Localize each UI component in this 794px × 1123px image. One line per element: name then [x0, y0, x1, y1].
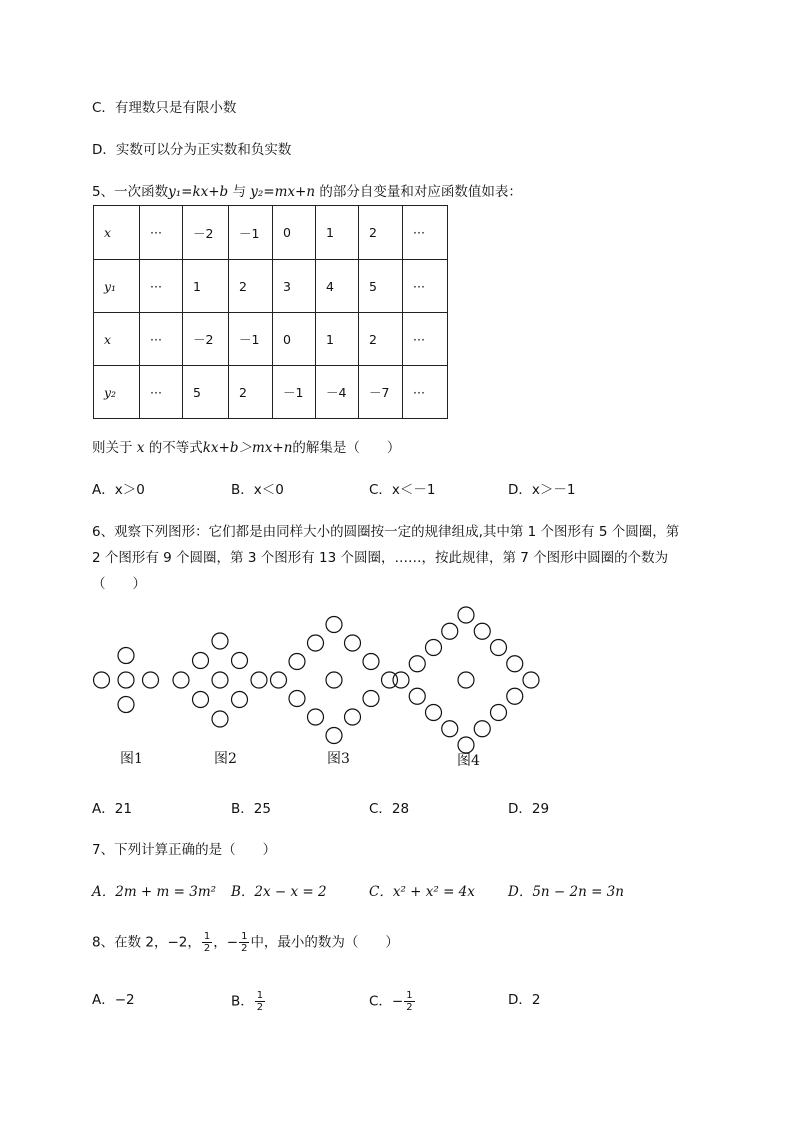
fraction-numerator: 1	[256, 990, 264, 1001]
table-cell: ···	[140, 366, 183, 419]
q4-option-c: C．有理数只是有限小数	[92, 100, 237, 116]
fraction-one-half	[202, 931, 212, 954]
fraction-denominator: 2	[256, 1002, 264, 1013]
table-cell: ···	[140, 260, 183, 313]
table-cell: 1	[183, 260, 229, 313]
table-cell: 0	[273, 206, 316, 260]
q8-stem	[92, 931, 399, 954]
q7-choice-a: A．2m + m = 3m²	[92, 884, 217, 900]
q7-choice-d: D．5n − 2n = 3n	[508, 884, 624, 900]
q7-choice-c: C．x² + x² = 4x	[369, 884, 475, 900]
pattern-circle	[442, 721, 458, 737]
table-cell: ···	[403, 206, 448, 260]
table-cell: －1	[273, 366, 316, 419]
pattern-circle	[491, 640, 507, 656]
table-cell: 1	[316, 206, 359, 260]
q6-choice-a: A．21	[92, 801, 132, 817]
table-cell: 2	[359, 206, 403, 260]
q6-choice-d: D．29	[508, 801, 550, 817]
fraction-numerator: 1	[241, 931, 248, 942]
pattern-circle	[212, 711, 228, 727]
pattern-circle	[345, 635, 361, 651]
table-row	[94, 366, 448, 419]
pattern-circle	[212, 633, 228, 649]
q5-choice-d: D．x＞－1	[508, 482, 576, 498]
table-cell: －1	[229, 206, 273, 260]
q8-stem-b: ，−	[213, 934, 239, 951]
fraction-denominator: 2	[203, 943, 211, 954]
pattern-circle	[442, 623, 458, 639]
pattern-circle	[271, 672, 287, 688]
q5-ask-prefix: 则关于	[92, 440, 137, 456]
table-cell: 1	[316, 313, 359, 366]
q8-stem-c: 中，最小的数为（ ）	[250, 934, 399, 951]
figure-1-caption: 图1	[120, 751, 143, 767]
pattern-circle	[118, 672, 134, 688]
q5-value-table	[93, 205, 448, 419]
pattern-circle	[118, 697, 134, 713]
pattern-circle	[308, 709, 324, 725]
fraction-one-half	[255, 990, 265, 1013]
pattern-circle	[409, 688, 425, 704]
q5-choice-c: C．x＜－1	[369, 482, 436, 498]
table-cell: －7	[359, 366, 403, 419]
table-cell: 0	[273, 313, 316, 366]
pattern-circle	[232, 692, 248, 708]
pattern-circle	[118, 648, 134, 664]
figure-2-caption: 图2	[214, 751, 237, 767]
pattern-circle	[363, 691, 379, 707]
pattern-circle	[326, 728, 342, 744]
pattern-circle	[507, 656, 523, 672]
q7-choice-b: B．2x − x = 2	[231, 884, 327, 900]
pattern-circle	[474, 623, 490, 639]
circle-pattern-figures	[0, 600, 794, 760]
table-cell: y₂	[94, 366, 140, 419]
q5-function-2: y₂=mx+n	[250, 184, 316, 200]
table-cell: －1	[229, 313, 273, 366]
fraction-denominator: 2	[241, 943, 248, 954]
table-cell: －4	[316, 366, 359, 419]
q6-choice-c: C．28	[369, 801, 410, 817]
pattern-circle	[193, 653, 209, 669]
table-cell: 2	[229, 366, 273, 419]
q5-choice-b: B．x＜0	[231, 482, 284, 498]
q5-stem-mid: 与	[228, 184, 251, 200]
table-cell: ···	[403, 260, 448, 313]
table-cell: 2	[229, 260, 273, 313]
fraction-numerator: 1	[406, 990, 413, 1001]
pattern-circle	[458, 607, 474, 623]
q8-stem-a: 8、在数 2，−2，	[92, 934, 201, 951]
pattern-circle	[308, 635, 324, 651]
table-cell: ···	[403, 313, 448, 366]
q8-choice-b-label: B．	[231, 993, 254, 1010]
q5-ask-variable: x	[136, 440, 145, 456]
q8-choice-d: D．2	[508, 992, 541, 1008]
pattern-circle	[458, 672, 474, 688]
fraction-one-half	[404, 990, 414, 1013]
pattern-circle	[193, 692, 209, 708]
pattern-circle	[363, 654, 379, 670]
table-cell: －2	[183, 313, 229, 366]
pattern-circle	[345, 709, 361, 725]
pattern-circle	[326, 672, 342, 688]
q4-option-d: D．实数可以分为正实数和负实数	[92, 142, 292, 158]
q5-stem-prefix: 5、一次函数	[92, 184, 169, 200]
q5-ask-suffix: 的解集是（ ）	[292, 440, 401, 456]
q6-choice-b: B．25	[231, 801, 271, 817]
table-row	[94, 260, 448, 313]
q5-stem	[92, 182, 522, 202]
table-cell: x	[94, 206, 140, 260]
table-cell: x	[94, 313, 140, 366]
pattern-circle	[474, 721, 490, 737]
table-row	[94, 313, 448, 366]
pattern-circle	[143, 672, 159, 688]
pattern-circle	[212, 672, 228, 688]
q6-stem-line-3: （ ）	[92, 576, 146, 592]
pattern-circle	[426, 705, 442, 721]
table-cell: 2	[359, 313, 403, 366]
pattern-circle	[251, 672, 267, 688]
pattern-circle	[326, 617, 342, 633]
pattern-circle	[173, 672, 189, 688]
q7-stem: 7、下列计算正确的是（ ）	[92, 842, 277, 858]
q8-choice-a: A．−2	[92, 992, 135, 1008]
pattern-circle	[491, 705, 507, 721]
pattern-circle	[507, 688, 523, 704]
pattern-circle	[426, 640, 442, 656]
table-cell: ···	[403, 366, 448, 419]
q5-stem-suffix: 的部分自变量和对应函数值如表：	[315, 184, 522, 200]
figure-3-caption: 图3	[327, 751, 350, 767]
pattern-circle	[393, 672, 409, 688]
pattern-circle	[523, 672, 539, 688]
figure-4-caption: 图4	[457, 753, 480, 769]
table-cell: 5	[183, 366, 229, 419]
pattern-circle	[289, 691, 305, 707]
q5-ask-mid: 的不等式	[144, 440, 203, 456]
q5-ask-inequality: kx+b＞mx+n	[202, 440, 293, 456]
q5-choice-a: A．x＞0	[92, 482, 145, 498]
pattern-circle	[289, 654, 305, 670]
table-cell: 4	[316, 260, 359, 313]
table-cell: ···	[140, 313, 183, 366]
q6-stem-line-1: 6、观察下列图形：它们都是由同样大小的圆圈按一定的规律组成,其中第 1 个图形有 5 个圆圈，第	[92, 524, 680, 540]
pattern-circle	[232, 653, 248, 669]
q6-stem-line-2: 2 个图形有 9 个圆圈，第 3 个图形有 13 个圆圈，……，按此规律，第 7 个图形中圆圈的个数为	[92, 550, 669, 566]
fraction-denominator: 2	[406, 1002, 413, 1013]
table-cell: －2	[183, 206, 229, 260]
q8-choice-c-label: C．−	[369, 993, 404, 1010]
table-cell: 5	[359, 260, 403, 313]
pattern-circle	[94, 672, 110, 688]
pattern-circle	[409, 656, 425, 672]
q8-choice-c	[369, 990, 416, 1013]
table-cell: 3	[273, 260, 316, 313]
fraction-one-half	[239, 931, 249, 954]
q8-choice-b	[231, 990, 266, 1013]
table-cell: ···	[140, 206, 183, 260]
q5-function-1: y₁=kx+b	[168, 184, 229, 200]
fraction-numerator: 1	[203, 931, 211, 942]
q5-question	[92, 438, 400, 458]
table-row	[94, 206, 448, 260]
table-cell: y₁	[94, 260, 140, 313]
